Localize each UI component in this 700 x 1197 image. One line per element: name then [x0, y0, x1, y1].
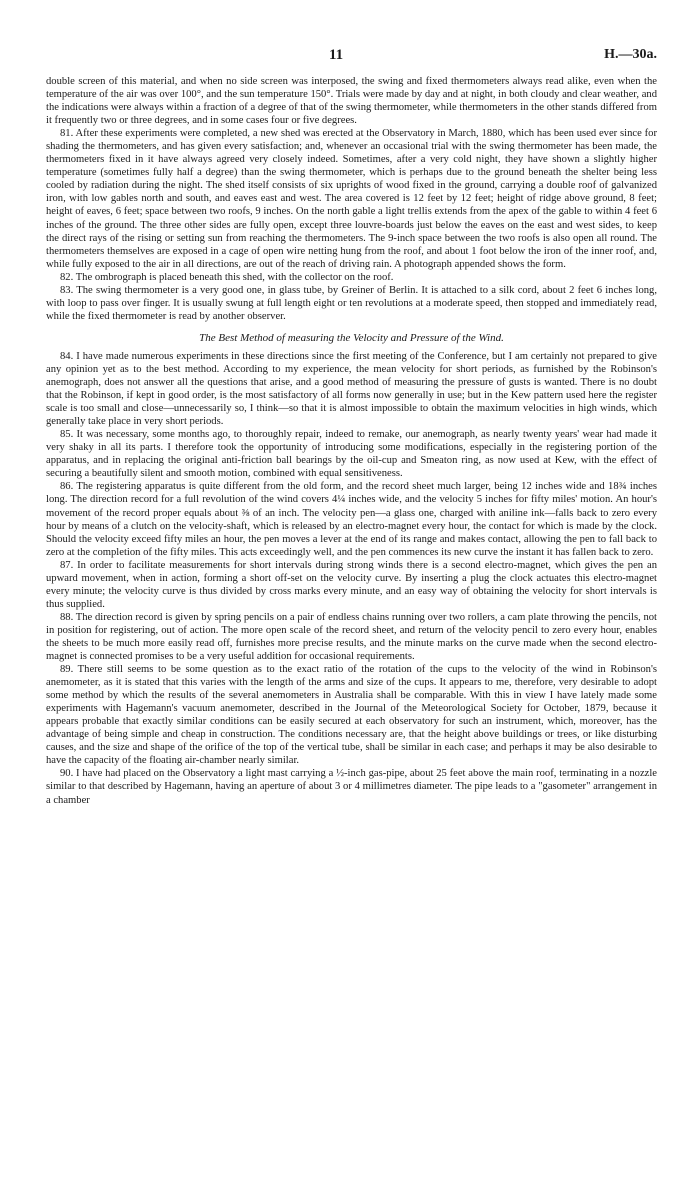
document-body: [46, 75, 657, 807]
paragraph-84: 84. I have made numerous experiments in these directions since the first meeting of the Conference, but I am certainly not prepared to give any opinion yet as to the best method. According to my experience, the mean velocity for short periods, as furnished by the Robinson's anemograph, does not answer all the questions that arise, and a good method of measuring the pressure of gusts is wanted. There is no doubt that the Robinson, if kept in good order, is the most satisfactory of all forms now generally in use; but in the Kew pattern used here the register scale is too small and close—unnecessarily so, I think—so that it is almost impossible to obtain the maximum velocities in high winds, which generally take place in very short periods.: [46, 350, 657, 428]
paragraph-86: 86. The registering apparatus is quite different from the old form, and the record sheet much larger, being 12 inches wide and 18¾ inches long. The direction record for a full revolution of the wind covers 4¼ inches wide, and the velocity 5 inches for fifty miles' motion. An hour's movement of the record proper equals about ⅜ of an inch. The velocity pen—a glass one, charged with aniline ink—falls back to zero every hour by means of a clutch on the velocity-shaft, which is released by an electro-magnet every hour, the contact for which is made by the clock. Should the velocity exceed fifty miles an hour, the pen moves a lever at the end of its range and makes contact, allowing the pen to fall back to zero at the completion of the fifty miles. This acts exceedingly well, and the pen commences its new curve the instant it has fallen back to zero.: [46, 481, 657, 558]
document-page: [46, 45, 657, 807]
paragraph-83: 83. The swing thermometer is a very good one, in glass tube, by Greiner of Berlin. It is attached to a silk cord, about 2 feet 6 inches long, with loop to pass over finger. It is usually swung at full length eight or ten revolutions at a moderate speed, then stopped and immediately read, while the fixed thermometer is read by another observer.: [46, 284, 657, 322]
section-heading: The Best Method of measuring the Velocity and Pressure of the Wind.: [199, 331, 504, 344]
paragraph-continuation: double screen of this material, and when no side screen was interposed, the swing and fixed thermometers always read alike, even when the temperature of the air was over 100°, and the sun temperature 150°. Trials were made by day and at night, in both cloudy and clear weather, and the indications were always within a fraction of a degree of that of the swing thermometer, while thermometers in the other stands differed from it frequently two or three degrees, and in some cases four or five degrees.: [46, 76, 657, 127]
page-number: 11: [329, 47, 344, 63]
paragraph-90: 90. I have had placed on the Observatory a light mast carrying a ½-inch gas-pipe, about 25 feet above the main roof, terminating in a nozzle similar to that described by Hagemann, having an aperture of about 3 or 4 millimetres diameter. The pipe leads to a "gasometer" arrangement in a chamber: [46, 768, 657, 806]
page-header: [46, 45, 657, 75]
paragraph-85: 85. It was necessary, some months ago, to thoroughly repair, indeed to remake, our anemograph, as nearly twenty years' wear had made it very shaky in all its parts. I therefore took the opportunity of introducing some modifications, especially in the registering portion of the apparatus, and in replacing the original anti-friction ball bearings by the oil-cup and Smeaton ring, as now used at Kew, with the effect of securing a beautifully silent and smooth motion, combined with equal sensitiveness.: [46, 429, 657, 480]
paragraph-87: 87. In order to facilitate measurements for short intervals during strong winds there is a second electro-magnet, which gives the pen an upward movement, when in action, forming a short off-set on the velocity curve. By inserting a plug the clock actuates this electro-magnet every minute; the velocity curve is thus divided by cross marks every minute, and an easy way of obtaining the velocity for short intervals is thus supplied.: [46, 559, 657, 610]
paragraph-88: 88. The direction record is given by spring pencils on a pair of endless chains running over two rollers, a cam plate throwing the pencils, not in position for registering, out of action. The more open scale of the record sheet, and return of the velocity pencil to zero every hour, enables the sheets to be much more easily read off, furnishes more precise results, and the minute marks on the curve made when the second electro-magnet is connected promises to be a very useful addition for occasional requirements.: [46, 611, 657, 663]
paragraph-82: 82. The ombrograph is placed beneath this shed, with the collector on the roof.: [60, 271, 394, 283]
document-reference: H.—30a.: [604, 47, 657, 62]
paragraph-89: 89. There still seems to be some question as to the exact ratio of the rotation of the cups to the velocity of the wind in Robinson's anemometer, as it is stated that this varies with the length of the arms and size of the cups. It appears to me, therefore, very desirable to adopt some method by which the results of the several anemometers in Australia shall be comparable. With this in view I have lately made some experiments with Hagemann's vacuum anemometer, described in the Journal of the Meteorological Society for October, 1879, because it appears probable that exactly similar conditions can be easily secured at each observatory for such an instrument, which, moreover, has the advantage of being simple and cheap in construction. The conditions necessary are, that the height above buildings or trees, or like disturbing causes, and the size and shape of the orifice of the top of the vertical tube, shall be similar in each case; and perhaps it may be also desirable to have the capacity of the floating air-chamber nearly similar.: [46, 664, 657, 767]
paragraph-81: 81. After these experiments were completed, a new shed was erected at the Observatory in March, 1880, which has been used ever since for shading the thermometers, and has given every satisfaction; and, whenever an occasional trial with the swing thermometer has been made, the thermometers fixed in it have always agreed very closely indeed. Sometimes, after a very cold night, they have shown a slightly higher temperature (sometimes fully half a degree) than the swing thermometer, which is perhaps due to the ground beneath the shelter being less cooled by radiation during the night. The shed itself consists of six uprights of wood fixed in the ground, carrying a double roof of galvanized iron, with low gables north and south, and eaves east and west. The area covered is 12 feet by 12 feet; height of ridge above ground, 8 feet; height of eaves, 6 feet; space between two roofs, 9 inches. On the north gable a light trellis extends from the apex of the gable to within 4 feet 6 inches of the ground. The three other sides are fully open, except three louvre-boards just below the eaves on the east and west sides, to keep the direct rays of the rising or setting sun from reaching the thermometers. The 9-inch space between the two roofs is also open all round. The thermometers themselves are exposed in a cage of open wire netting hung from the roof, and about 1 foot below the iron of the inner roof, and, while fully exposed to the air in all directions, are out of the reach of driving rain. A photograph appended shows the form.: [46, 128, 657, 270]
